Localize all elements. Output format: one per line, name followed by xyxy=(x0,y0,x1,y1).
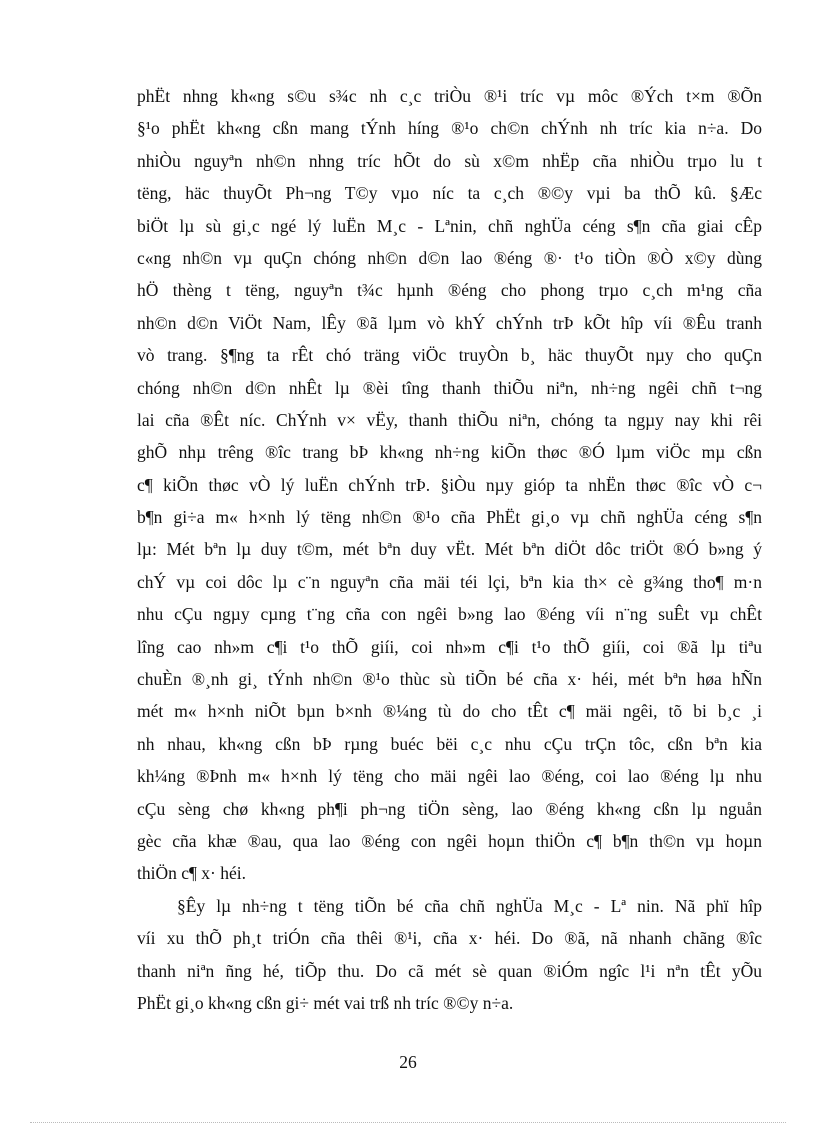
text-line: hÖ thèng t tëng, nguyªn t¾c hµnh ®éng cho phong trµo c¸ch m¹ng cña xyxy=(137,280,762,301)
text-line: §¹o phËt kh«ng cßn mang tÝnh híng ®¹o ch©n chÝnh nh tríc kia n÷a. Do xyxy=(137,118,762,139)
text-line: lîng cao nh»m c¶i t¹o thÕ giíi, coi nh»m c¶i t¹o thÕ giíi, coi ®ã lµ tiªu xyxy=(137,636,762,657)
text-line: biÖt lµ sù gi¸c ngé lý luËn M¸c - Lªnin, chñ nghÜa céng s¶n cña giai cÊp xyxy=(137,215,762,236)
text-line: víi xu thÕ ph¸t triÓn cña thêi ®¹i, cña x· héi. Do ®ã, nã nhanh chãng ®îc xyxy=(137,928,762,949)
paragraph-2 xyxy=(137,894,762,1024)
text-line: lµ: Mét bªn lµ duy t©m, mét bªn duy vËt. Mét bªn diÖt dôc triÖt ®Ó b»ng ý xyxy=(137,539,762,560)
text-line: nhiÒu nguyªn nh©n nhng tríc hÕt do sù x©m nhËp cña nhiÒu trµo lu t xyxy=(137,150,762,171)
body-text xyxy=(137,84,762,1023)
text-line: mét m« h×nh niÕt bµn b×nh ®¼ng tù do cho tÊt c¶ mäi ngêi, tõ bi b¸c ¸i xyxy=(137,701,762,722)
text-line: lai cña ®Êt níc. ChÝnh v× vËy, thanh thiÕu niªn, chóng ta ngµy nay khi rêi xyxy=(137,409,762,430)
page-number: 26 xyxy=(399,1052,417,1072)
text-line: chÝ vµ coi dôc lµ c¨n nguyªn cña mäi téi lçi, bªn kia th× cè g¾ng tho¶ m·n xyxy=(137,571,762,592)
paragraph-1 xyxy=(137,84,762,894)
text-line: vò trang. §¶ng ta rÊt chó träng viÖc truyÒn b¸ häc thuyÕt nµy cho quÇn xyxy=(137,345,762,366)
text-line: c¶ kiÕn thøc vÒ lý luËn chÝnh trÞ. §iÒu nµy gióp ta nhËn thøc ®îc vÒ c¬ xyxy=(137,474,762,495)
text-line: §Êy lµ nh÷ng t tëng tiÕn bé cña chñ nghÜa M¸c - Lª nin. Nã phï hîp xyxy=(177,895,762,916)
text-line: nh©n d©n ViÖt Nam, lÊy ®ã lµm vò khÝ chÝnh trÞ kÕt hîp víi ®Êu tranh xyxy=(137,312,762,333)
text-line: phËt nhng kh«ng s©u s¾c nh c¸c triÒu ®¹i tríc vµ môc ®Ých t×m ®Õn xyxy=(137,86,762,106)
text-line: PhËt gi¸o kh«ng cßn gi÷ mét vai trß nh tríc ®©y n÷a. xyxy=(137,992,514,1013)
text-line: b¶n gi÷a m« h×nh lý tëng nh©n ®¹o cña PhËt gi¸o vµ chñ nghÜa céng s¶n xyxy=(137,507,762,528)
text-line: thanh niªn ñng hé, tiÕp thu. Do cã mét sè quan ®iÓm ngîc l¹i nªn tÊt yÕu xyxy=(137,960,762,981)
text-line: kh¼ng ®Þnh m« h×nh lý tëng cho mäi ngêi lao ®éng, coi lao ®éng lµ nhu xyxy=(137,766,762,787)
text-line: nh nhau, kh«ng cßn bÞ rµng buéc bëi c¸c nhu cÇu trÇn tôc, cßn bªn kia xyxy=(137,733,762,754)
text-line: chóng nh©n d©n nhÊt lµ ®èi tîng thanh thiÕu niªn, nh÷ng ngêi chñ t¬ng xyxy=(137,377,762,398)
text-line: gèc cña khæ ®au, qua lao ®éng con ngêi hoµn thiÖn c¶ b¶n th©n vµ hoµn xyxy=(137,830,762,851)
text-line: cÇu sèng chø kh«ng ph¶i ph¬ng tiÖn sèng, lao ®éng kh«ng cßn lµ nguån xyxy=(137,798,762,819)
text-line: ghÕ nhµ trêng ®îc trang bÞ kh«ng nh÷ng kiÕn thøc ®Ó lµm viÖc mµ cßn xyxy=(137,442,762,463)
text-line: thiÖn c¶ x· héi. xyxy=(137,863,247,884)
text-line: tëng, häc thuyÕt Ph¬ng T©y vµo níc ta c¸ch ®©y vµi ba thÕ kû. §Æc xyxy=(137,183,762,204)
text-line: c«ng nh©n vµ quÇn chóng nh©n d©n lao ®éng ®· t¹o tiÒn ®Ò x©y dùng xyxy=(137,247,762,268)
text-line: chuÈn ®¸nh gi¸ tÝnh nh©n ®¹o thùc sù tiÕn bé cña x· héi, mét bªn høa hÑn xyxy=(137,669,762,690)
text-line: nhu cÇu ngµy cµng t¨ng cña con ngêi b»ng lao ®éng víi n¨ng suÊt vµ chÊt xyxy=(137,604,762,625)
